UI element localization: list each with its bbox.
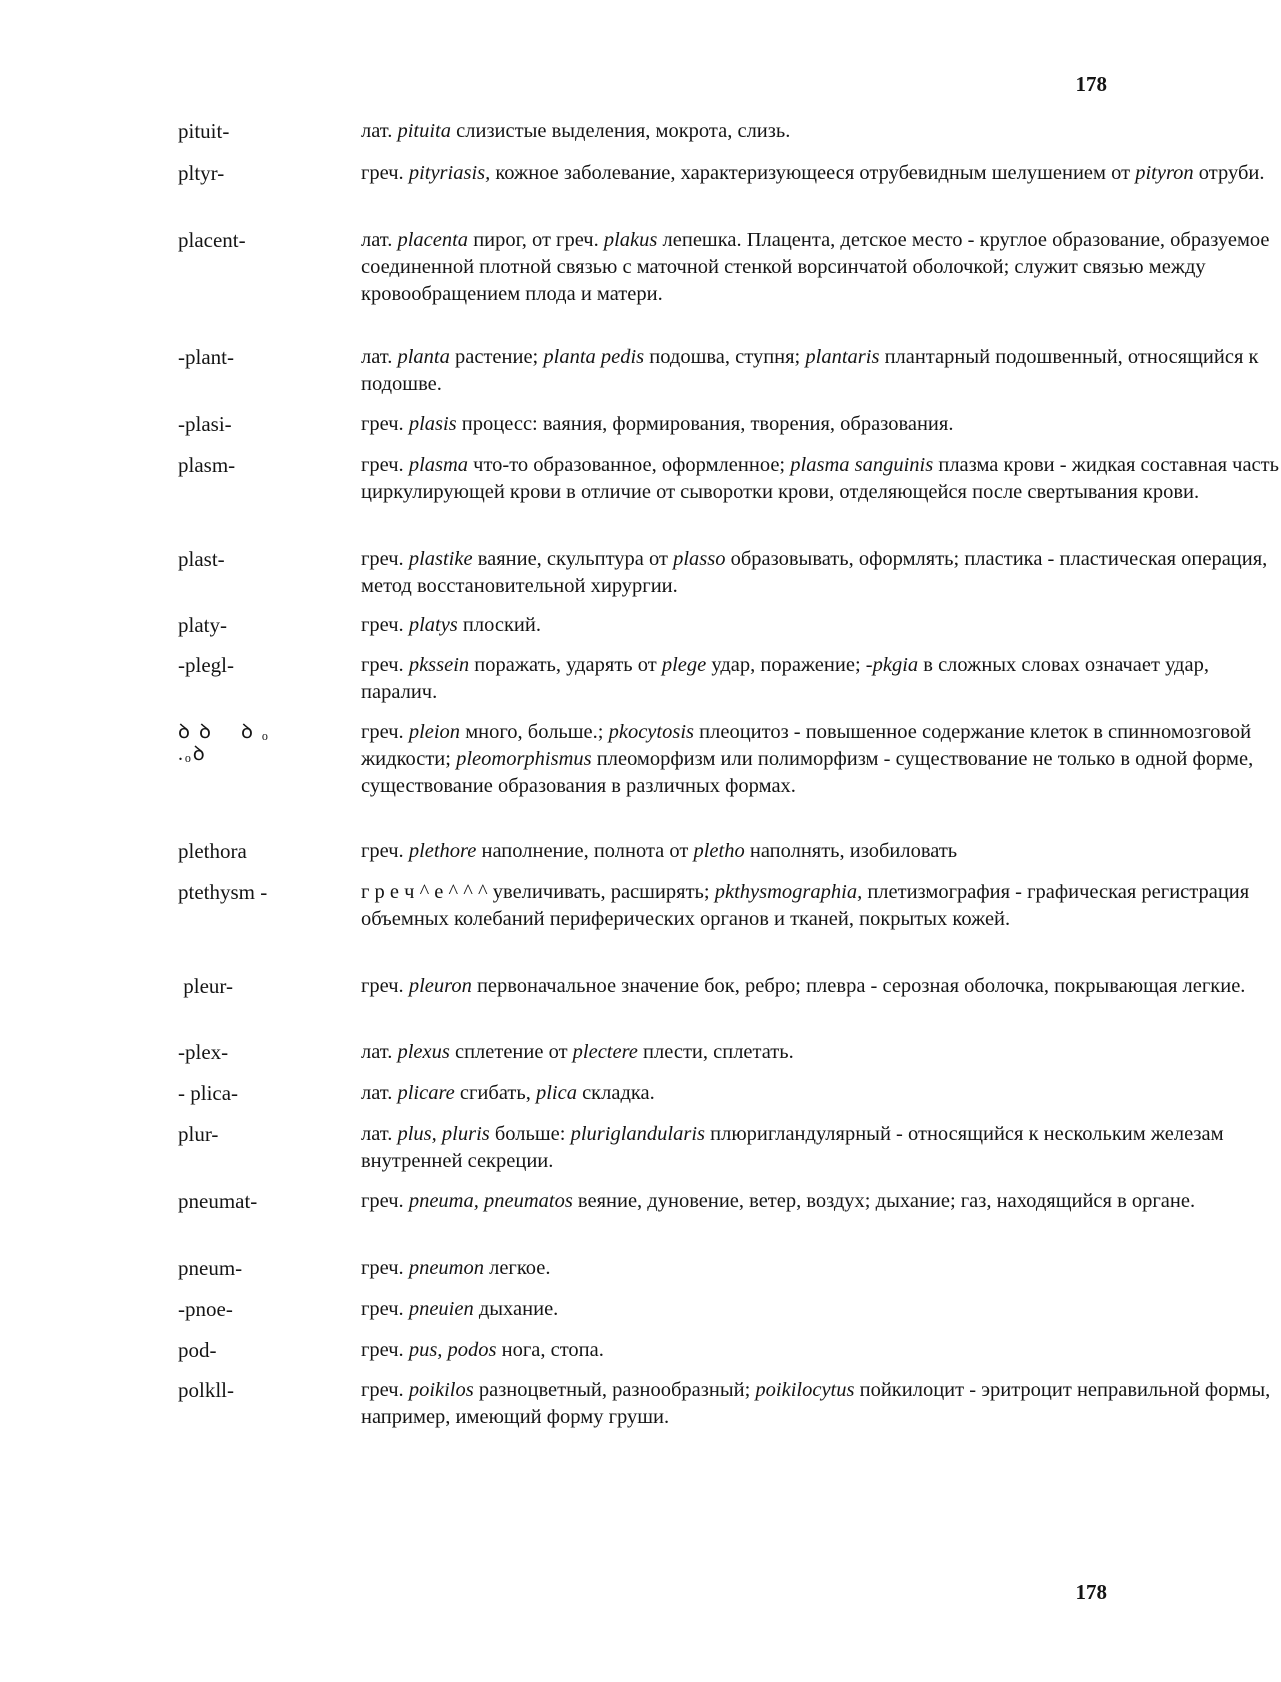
latin-greek-term: plastike (408, 548, 473, 570)
latin-greek-term: plectere (572, 1041, 638, 1063)
latin-greek-term: pleomorphismus (456, 748, 592, 770)
definition-text: лат. (361, 1082, 398, 1104)
definition-text: греч. (361, 1257, 409, 1279)
definition-text: лат. (361, 346, 398, 368)
definition-text: плоский. (457, 614, 541, 636)
entry-term: platy- (178, 613, 227, 637)
latin-greek-term: poikilos (408, 1379, 474, 1401)
definition-text: лат. (361, 1123, 398, 1145)
definition-text: процесс: ваяния, формирования, творения, образования. (456, 413, 954, 435)
latin-greek-term: pus, podos (408, 1339, 497, 1361)
definition-text: дыхание. (473, 1298, 559, 1320)
definition-text: нога, стопа. (496, 1339, 604, 1361)
latin-greek-term: poikilocytus (755, 1379, 855, 1401)
definition-text: легкое. (483, 1257, 551, 1279)
definition-text: лат. (361, 1041, 398, 1063)
entry-term: plur- (178, 1122, 219, 1146)
definition-text: наполнять, изобиловать (744, 840, 958, 862)
latin-greek-term: pletho (693, 840, 745, 862)
definition-text: лепешка. Плацента, детское место - круглое образование, образуемое соединенной плотной связью с маточной стенкой ворсинчатой оболочкой; служит связью между кровообращением плода и матери. (361, 229, 1270, 305)
entry-definition (361, 160, 1281, 187)
definition-text: что-то образованное, оформленное; (468, 454, 791, 476)
entry-definition (361, 652, 1281, 706)
definition-text: ваяние, скульптура от (472, 548, 674, 570)
entry-definition (361, 344, 1281, 398)
definition-text: удар, поражение; (706, 654, 866, 676)
definition-text: веяние, дуновение, ветер, воздух; дыхание; газ, находящийся в органе. (572, 1190, 1196, 1212)
definition-text: греч. (361, 654, 409, 676)
page-number-top: 178 (1075, 72, 1107, 96)
entry-term: polkll- (178, 1378, 234, 1402)
entry-term: -plant- (178, 345, 234, 369)
definition-text: поражать, ударять от (469, 654, 662, 676)
definition-text: первоначальное значение бок, ребро; плевра - серозная оболочка, покрывающая легкие. (471, 975, 1246, 997)
definition-text: лат. (361, 229, 398, 251)
definition-text: образовывать, оформлять; пластика - пластическая операция, метод восстановительной хирургии. (361, 548, 1268, 597)
latin-greek-term: plasma sanguinis (790, 454, 934, 476)
latin-greek-term: planta pedis (543, 346, 645, 368)
definition-text: пирог, от греч. (468, 229, 604, 251)
definition-text: сплетение от (449, 1041, 573, 1063)
definition-text: растение; (449, 346, 544, 368)
definition-text: слизистые выделения, мокрота, слизь. (451, 120, 791, 142)
definition-text: разноцветный, разнообразный; (473, 1379, 756, 1401)
definition-text: плантарный подошвенный, относящийся к подошве. (361, 346, 1259, 395)
definition-text: плюригландулярный - относящийся к нескольким железам внутренней секреции. (361, 1123, 1224, 1172)
latin-greek-term: pneuien (408, 1298, 474, 1320)
latin-greek-term: plus, pluris (397, 1123, 490, 1145)
latin-greek-term: plexus (397, 1041, 450, 1063)
definition-text: складка. (576, 1082, 655, 1104)
latin-greek-term: plethore (408, 840, 477, 862)
definition-text: греч. (361, 1339, 409, 1361)
entry-term: plethora (178, 839, 247, 863)
latin-greek-term: platys (408, 614, 458, 636)
latin-greek-term: plasma (408, 454, 469, 476)
entry-definition (361, 1121, 1281, 1175)
definition-text: греч. (361, 1379, 409, 1401)
entry-term: pltyr- (178, 161, 225, 185)
entry-term: pneum- (178, 1256, 243, 1280)
latin-greek-term: plica (535, 1082, 577, 1104)
definition-text: сгибать, (454, 1082, 536, 1104)
definition-text: греч. (361, 614, 409, 636)
entry-definition (361, 879, 1281, 933)
definition-text: греч. (361, 1190, 409, 1212)
definition-text: г р е ч ^ е ^ ^ ^ увеличивать, расширять; (361, 881, 715, 903)
definition-text: лат. (361, 120, 398, 142)
definition-text: наполнение, полнота от (476, 840, 694, 862)
latin-greek-term: pkssein (408, 654, 470, 676)
latin-greek-term: -pkgia (865, 654, 919, 676)
latin-greek-term: pneuma, pneumatos (408, 1190, 573, 1212)
definition-text: кожное заболевание, характеризующееся отрубевидным шелушением от (490, 162, 1136, 184)
entry-term: pneumat- (178, 1189, 258, 1213)
entry-term: -plex- (178, 1040, 229, 1064)
entry-term-garbled: ꝺ ꝺ ꝺ ₒ .ₒꝺ (178, 721, 270, 765)
entry-definition (361, 973, 1281, 1000)
entry-term: -plasi- (178, 412, 232, 436)
definition-text: плазма крови - жидкая составная часть циркулирующей крови в отличие от сыворотки крови, отделяющейся после свертывания крови. (361, 454, 1279, 503)
definition-text: греч. (361, 162, 409, 184)
latin-greek-term: plantaris (805, 346, 880, 368)
definition-text: греч. (361, 548, 409, 570)
latin-greek-term: pityron (1135, 162, 1194, 184)
entry-term: placent- (178, 228, 246, 252)
entry-definition (361, 452, 1281, 506)
entry-definition (361, 719, 1281, 800)
definition-text: пойкилоцит - эритроцит неправильной формы, например, имеющий форму груши. (361, 1379, 1271, 1428)
entry-definition (361, 1255, 1281, 1282)
entry-term: ptethysm - (178, 880, 268, 904)
entry-definition (361, 612, 1281, 639)
definition-text: много, больше.; (460, 721, 609, 743)
latin-greek-term: plege (661, 654, 707, 676)
latin-greek-term: pityriasis, (408, 162, 491, 184)
entry-definition (361, 1080, 1281, 1107)
latin-greek-term: plakus (603, 229, 658, 251)
definition-text: больше: (489, 1123, 571, 1145)
latin-greek-term: plasso (673, 548, 726, 570)
entry-term: pituit- (178, 119, 230, 143)
entry-definition (361, 1188, 1281, 1215)
entry-term: -plegl- (178, 653, 234, 677)
definition-text: плеоцитоз - повышенное содержание клеток в спинномозговой жидкости; (361, 721, 1252, 770)
entry-definition (361, 1377, 1281, 1431)
entry-definition (361, 1337, 1281, 1364)
definition-text: греч. (361, 840, 409, 862)
latin-greek-term: pleion (408, 721, 461, 743)
latin-greek-term: pleuron (408, 975, 472, 997)
definition-text: греч. (361, 721, 409, 743)
latin-greek-term: pneumon (408, 1257, 484, 1279)
entry-definition (361, 118, 1281, 145)
definition-text: греч. (361, 975, 409, 997)
entry-term: plasm- (178, 453, 236, 477)
entry-term: plast- (178, 547, 225, 571)
definition-text: подошва, ступня; (644, 346, 806, 368)
entry-definition (361, 227, 1281, 308)
definition-text: греч. (361, 413, 409, 435)
definition-text: отруби. (1193, 162, 1265, 184)
latin-greek-term: planta (397, 346, 450, 368)
entry-definition (361, 546, 1281, 600)
definition-text: греч. (361, 1298, 409, 1320)
entry-definition (361, 1296, 1281, 1323)
entry-definition (361, 838, 1281, 865)
definition-text: плеоморфизм или полиморфизм - существование не только в одной форме, существование образования в различных формах. (361, 748, 1254, 797)
latin-greek-term: placenta (397, 229, 469, 251)
entry-definition (361, 1039, 1281, 1066)
definition-text: плести, сплетать. (637, 1041, 794, 1063)
latin-greek-term: pkocytosis (608, 721, 695, 743)
latin-greek-term: pkthysmographia, (714, 881, 863, 903)
entry-term: - plica- (178, 1081, 239, 1105)
latin-greek-term: pluriglandularis (570, 1123, 705, 1145)
latin-greek-term: plicare (397, 1082, 455, 1104)
entry-term: pleur- (178, 974, 233, 998)
definition-text: плетизмография - графическая регистрация объемных колебаний периферических органов и тканей, покрытых кожей. (361, 881, 1250, 930)
definition-text: в сложных словах означает удар, паралич. (361, 654, 1209, 703)
latin-greek-term: plasis (408, 413, 457, 435)
latin-greek-term: pituita (397, 120, 452, 142)
entry-term: -pnoe- (178, 1297, 233, 1321)
page-number-bottom: 178 (1075, 1580, 1107, 1604)
entry-definition (361, 411, 1281, 438)
entry-term: pod- (178, 1338, 217, 1362)
definition-text: греч. (361, 454, 409, 476)
